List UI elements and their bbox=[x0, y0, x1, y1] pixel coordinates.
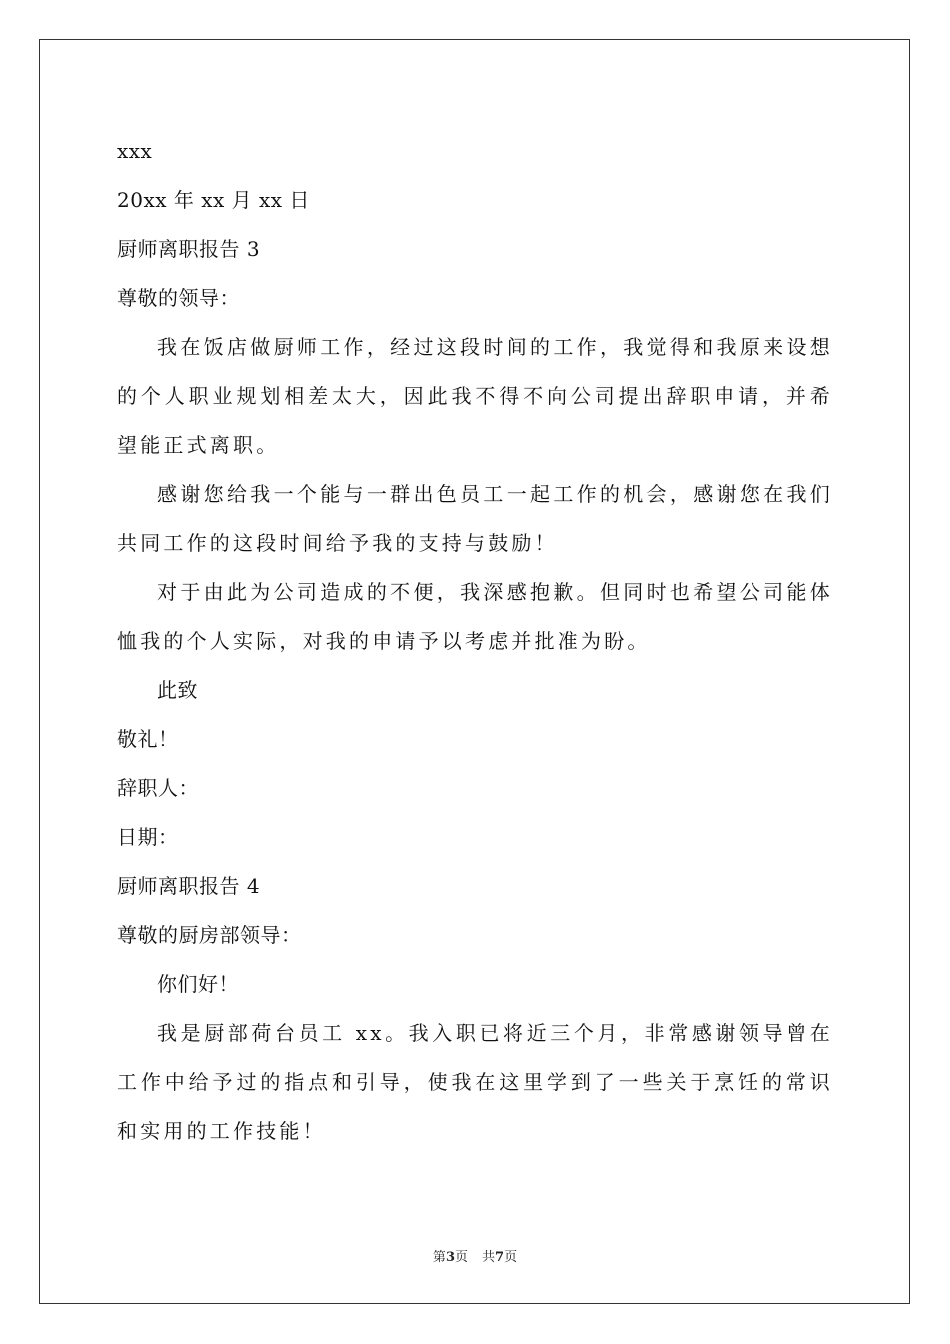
letter-date: 20xx 年 xx 月 xx 日 bbox=[117, 188, 310, 212]
total-suffix: 页 bbox=[504, 1250, 518, 1265]
body-paragraph: 感谢您给我一个能与一群出色员工一起工作的机会，感谢您在我们共同工作的这段时间给予我的支持与鼓励！ bbox=[117, 482, 833, 555]
date-label: 日期： bbox=[117, 825, 179, 849]
regards: 敬礼！ bbox=[117, 727, 179, 751]
report-title-4: 厨师离职报告 4 bbox=[117, 874, 261, 898]
body-paragraph: 我在饭店做厨师工作，经过这段时间的工作，我觉得和我原来设想的个人职业规划相差太大，因此我不得不向公司提出辞职申请，并希望能正式离职。 bbox=[117, 335, 833, 457]
total-pages: 7 bbox=[495, 1250, 505, 1265]
page-prefix: 第 bbox=[432, 1250, 446, 1265]
resigner-label: 辞职人： bbox=[117, 776, 199, 800]
page-footer bbox=[0, 1246, 950, 1265]
salutation-kitchen: 尊敬的厨房部领导： bbox=[117, 923, 302, 947]
salutation: 尊敬的领导： bbox=[117, 286, 240, 310]
page-suffix: 页 bbox=[454, 1250, 468, 1265]
signature-name: xxx bbox=[117, 139, 153, 163]
report-title-3: 厨师离职报告 3 bbox=[117, 237, 261, 261]
body-paragraph: 我是厨部荷台员工 xx。我入职已将近三个月，非常感谢领导曾在工作中给予过的指点和引导，使我在这里学到了一些关于烹饪的常识和实用的工作技能！ bbox=[117, 1021, 833, 1143]
closing-phrase: 此致 bbox=[157, 678, 198, 702]
body-paragraph: 对于由此为公司造成的不便，我深感抱歉。但同时也希望公司能体恤我的个人实际，对我的申请予以考虑并批准为盼。 bbox=[117, 580, 833, 653]
total-prefix: 共 bbox=[482, 1250, 496, 1265]
greeting: 你们好！ bbox=[157, 972, 239, 996]
document-body bbox=[117, 127, 833, 1156]
page-number: 3 bbox=[445, 1250, 455, 1265]
